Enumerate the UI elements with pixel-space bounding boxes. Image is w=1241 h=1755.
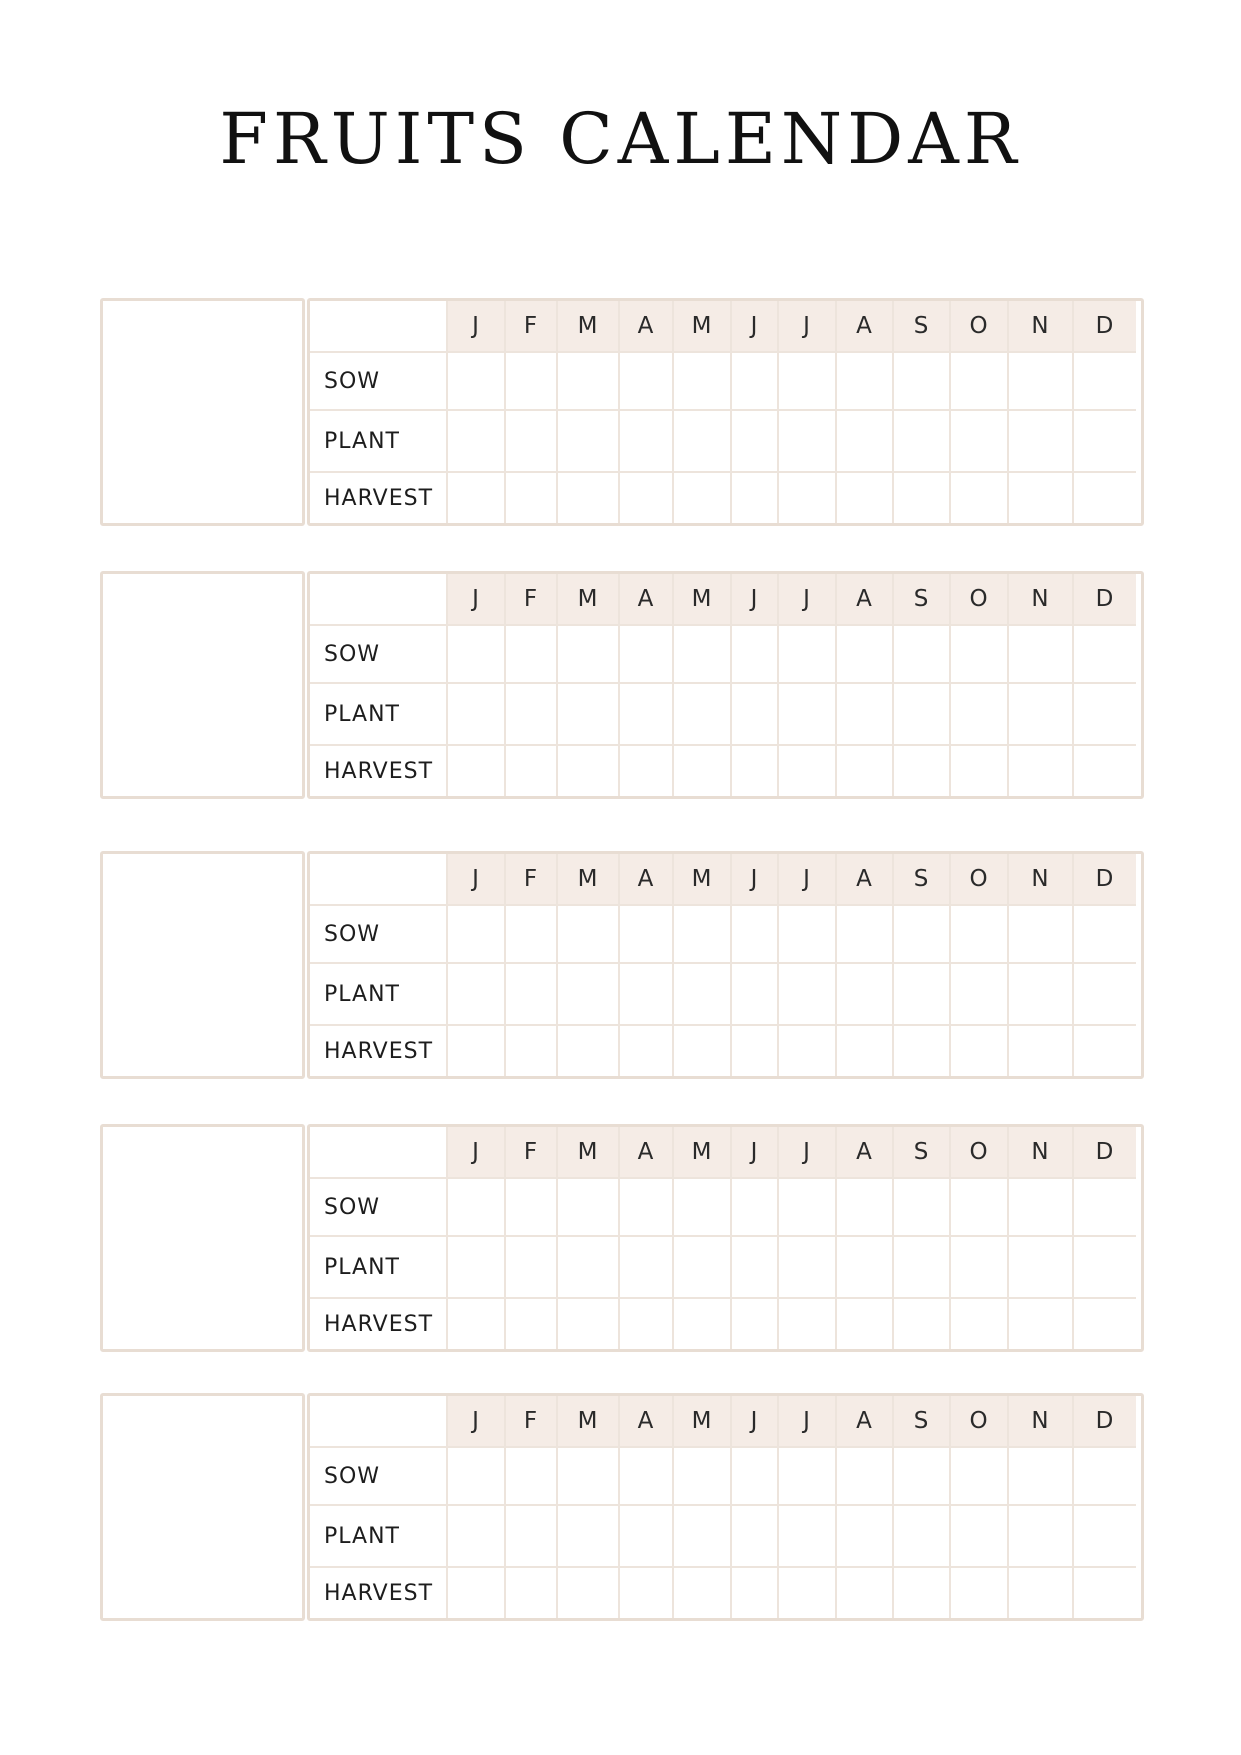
row-label: SOW	[310, 353, 448, 411]
month-header: D	[1074, 854, 1136, 906]
month-slot[interactable]	[620, 964, 674, 1026]
month-slot[interactable]	[620, 411, 674, 473]
month-slot[interactable]	[951, 1506, 1009, 1568]
grid-corner	[310, 301, 448, 353]
month-header: D	[1074, 1396, 1136, 1448]
month-slot[interactable]	[837, 964, 894, 1026]
month-slot[interactable]	[837, 473, 894, 523]
month-slot[interactable]	[951, 964, 1009, 1026]
month-slot[interactable]	[732, 1568, 779, 1618]
month-slot[interactable]	[506, 1568, 558, 1618]
row-label: PLANT	[310, 964, 448, 1026]
month-slot[interactable]	[448, 473, 506, 523]
month-slot[interactable]	[558, 906, 620, 964]
month-slot[interactable]	[620, 1568, 674, 1618]
month-slot[interactable]	[894, 684, 951, 746]
month-slot[interactable]	[837, 1026, 894, 1076]
month-slot[interactable]	[951, 353, 1009, 411]
month-header: J	[779, 1127, 837, 1179]
month-slot[interactable]	[732, 1026, 779, 1076]
month-header: J	[732, 1127, 779, 1179]
month-slot[interactable]	[558, 473, 620, 523]
month-slot[interactable]	[951, 1299, 1009, 1349]
row-label: HARVEST	[310, 1299, 448, 1349]
month-slot[interactable]	[837, 626, 894, 684]
row-label: SOW	[310, 906, 448, 964]
month-header: O	[951, 301, 1009, 353]
month-header: F	[506, 301, 558, 353]
month-header: F	[506, 854, 558, 906]
month-header: F	[506, 574, 558, 626]
month-slot[interactable]	[674, 964, 732, 1026]
row-label: PLANT	[310, 1506, 448, 1568]
month-header: M	[674, 854, 732, 906]
month-slot[interactable]	[674, 411, 732, 473]
month-header: A	[837, 854, 894, 906]
month-slot[interactable]	[837, 1237, 894, 1299]
month-slot[interactable]	[951, 1179, 1009, 1237]
row-label: SOW	[310, 1179, 448, 1237]
month-header: S	[894, 574, 951, 626]
month-slot[interactable]	[1009, 746, 1074, 796]
month-grid	[307, 1124, 1144, 1352]
month-slot[interactable]	[1009, 626, 1074, 684]
month-slot[interactable]	[448, 746, 506, 796]
row-label: PLANT	[310, 411, 448, 473]
month-slot[interactable]	[620, 473, 674, 523]
month-slot[interactable]	[1074, 473, 1136, 523]
month-slot[interactable]	[1009, 964, 1074, 1026]
grid-corner	[310, 854, 448, 906]
fruit-block	[100, 851, 1144, 1079]
month-slot[interactable]	[448, 1568, 506, 1618]
month-slot[interactable]	[506, 1448, 558, 1506]
month-header: M	[558, 574, 620, 626]
month-grid	[307, 571, 1144, 799]
month-slot[interactable]	[779, 411, 837, 473]
month-slot[interactable]	[620, 1237, 674, 1299]
month-header: A	[620, 1127, 674, 1179]
month-header: J	[732, 1396, 779, 1448]
month-header: J	[448, 301, 506, 353]
month-slot[interactable]	[779, 473, 837, 523]
month-slot[interactable]	[558, 964, 620, 1026]
month-header: A	[837, 574, 894, 626]
month-slot[interactable]	[894, 746, 951, 796]
grid-corner	[310, 1396, 448, 1448]
month-slot[interactable]	[1074, 1299, 1136, 1349]
month-slot[interactable]	[506, 1299, 558, 1349]
month-slot[interactable]	[732, 473, 779, 523]
month-slot[interactable]	[894, 473, 951, 523]
month-slot[interactable]	[732, 964, 779, 1026]
month-slot[interactable]	[894, 1299, 951, 1349]
month-slot[interactable]	[837, 353, 894, 411]
month-header: N	[1009, 854, 1074, 906]
month-header: O	[951, 1127, 1009, 1179]
month-slot[interactable]	[732, 684, 779, 746]
month-slot[interactable]	[506, 353, 558, 411]
month-header: A	[837, 1127, 894, 1179]
month-slot[interactable]	[674, 746, 732, 796]
month-slot[interactable]	[674, 1506, 732, 1568]
month-slot[interactable]	[779, 684, 837, 746]
month-header: J	[732, 301, 779, 353]
month-header: M	[674, 301, 732, 353]
month-slot[interactable]	[620, 626, 674, 684]
month-header: N	[1009, 1127, 1074, 1179]
month-slot[interactable]	[620, 1299, 674, 1349]
month-slot[interactable]	[779, 906, 837, 964]
row-label: HARVEST	[310, 1026, 448, 1076]
month-slot[interactable]	[506, 906, 558, 964]
month-header: N	[1009, 574, 1074, 626]
month-slot[interactable]	[951, 746, 1009, 796]
month-slot[interactable]	[1074, 906, 1136, 964]
month-slot[interactable]	[1009, 1026, 1074, 1076]
month-header: A	[837, 301, 894, 353]
month-slot[interactable]	[732, 746, 779, 796]
month-header: M	[558, 1396, 620, 1448]
month-slot[interactable]	[837, 906, 894, 964]
month-slot[interactable]	[558, 411, 620, 473]
row-label: HARVEST	[310, 1568, 448, 1618]
month-slot[interactable]	[620, 1179, 674, 1237]
month-slot[interactable]	[558, 746, 620, 796]
month-slot[interactable]	[1009, 1568, 1074, 1618]
month-slot[interactable]	[894, 1026, 951, 1076]
fruit-block	[100, 571, 1144, 799]
month-slot[interactable]	[1074, 746, 1136, 796]
month-slot[interactable]	[558, 1237, 620, 1299]
month-slot[interactable]	[732, 411, 779, 473]
month-header: O	[951, 854, 1009, 906]
page-title: FRUITS CALENDAR	[219, 98, 1022, 180]
month-slot[interactable]	[1074, 1237, 1136, 1299]
month-grid	[307, 1393, 1144, 1621]
month-slot[interactable]	[732, 1237, 779, 1299]
month-slot[interactable]	[951, 906, 1009, 964]
month-slot[interactable]	[674, 1026, 732, 1076]
grid-corner	[310, 1127, 448, 1179]
month-header: F	[506, 1396, 558, 1448]
month-slot[interactable]	[448, 411, 506, 473]
month-slot[interactable]	[732, 1448, 779, 1506]
month-slot[interactable]	[951, 1237, 1009, 1299]
month-slot[interactable]	[448, 1448, 506, 1506]
month-header: J	[732, 574, 779, 626]
month-header: A	[837, 1396, 894, 1448]
month-slot[interactable]	[506, 473, 558, 523]
month-slot[interactable]	[1009, 684, 1074, 746]
row-label: SOW	[310, 626, 448, 684]
month-slot[interactable]	[779, 1568, 837, 1618]
month-header: D	[1074, 1127, 1136, 1179]
month-slot[interactable]	[448, 684, 506, 746]
month-slot[interactable]	[674, 1237, 732, 1299]
fruit-block	[100, 1393, 1144, 1621]
month-slot[interactable]	[558, 1179, 620, 1237]
month-slot[interactable]	[951, 626, 1009, 684]
month-slot[interactable]	[894, 1448, 951, 1506]
row-label: HARVEST	[310, 473, 448, 523]
month-slot[interactable]	[732, 353, 779, 411]
month-slot[interactable]	[506, 964, 558, 1026]
month-slot[interactable]	[779, 746, 837, 796]
month-slot[interactable]	[894, 964, 951, 1026]
month-slot[interactable]	[674, 1568, 732, 1618]
month-header: M	[558, 301, 620, 353]
month-slot[interactable]	[558, 1448, 620, 1506]
month-slot[interactable]	[506, 1026, 558, 1076]
month-slot[interactable]	[1009, 1299, 1074, 1349]
month-header: J	[779, 854, 837, 906]
month-slot[interactable]	[779, 1237, 837, 1299]
row-label: PLANT	[310, 1237, 448, 1299]
month-slot[interactable]	[1009, 906, 1074, 964]
month-slot[interactable]	[1009, 1448, 1074, 1506]
month-slot[interactable]	[674, 1179, 732, 1237]
month-slot[interactable]	[1009, 411, 1074, 473]
month-slot[interactable]	[1009, 1506, 1074, 1568]
month-slot[interactable]	[894, 1506, 951, 1568]
month-slot[interactable]	[732, 1299, 779, 1349]
month-slot[interactable]	[1074, 1568, 1136, 1618]
month-slot[interactable]	[837, 1299, 894, 1349]
month-slot[interactable]	[506, 1237, 558, 1299]
month-header: S	[894, 1396, 951, 1448]
month-slot[interactable]	[448, 1179, 506, 1237]
month-slot[interactable]	[894, 626, 951, 684]
month-slot[interactable]	[674, 906, 732, 964]
month-header: A	[620, 301, 674, 353]
month-slot[interactable]	[1074, 684, 1136, 746]
month-slot[interactable]	[448, 626, 506, 684]
month-slot[interactable]	[620, 353, 674, 411]
month-header: S	[894, 301, 951, 353]
month-slot[interactable]	[1009, 353, 1074, 411]
month-slot[interactable]	[779, 1506, 837, 1568]
fruit-block	[100, 1124, 1144, 1352]
row-label: PLANT	[310, 684, 448, 746]
month-header: N	[1009, 1396, 1074, 1448]
month-slot[interactable]	[951, 684, 1009, 746]
month-slot[interactable]	[779, 1448, 837, 1506]
month-slot[interactable]	[558, 1506, 620, 1568]
month-slot[interactable]	[837, 1506, 894, 1568]
fruit-name-box[interactable]	[100, 1393, 305, 1621]
month-slot[interactable]	[674, 1299, 732, 1349]
month-slot[interactable]	[558, 1026, 620, 1076]
month-header: J	[779, 574, 837, 626]
month-slot[interactable]	[1074, 626, 1136, 684]
fruit-name-box[interactable]	[100, 851, 305, 1079]
month-slot[interactable]	[1074, 964, 1136, 1026]
month-slot[interactable]	[674, 1448, 732, 1506]
month-header: J	[779, 301, 837, 353]
month-slot[interactable]	[506, 626, 558, 684]
month-slot[interactable]	[894, 906, 951, 964]
month-slot[interactable]	[1074, 1026, 1136, 1076]
month-header: J	[779, 1396, 837, 1448]
month-slot[interactable]	[951, 1448, 1009, 1506]
month-slot[interactable]	[894, 411, 951, 473]
grid-corner	[310, 574, 448, 626]
row-label: SOW	[310, 1448, 448, 1506]
month-slot[interactable]	[779, 1026, 837, 1076]
month-slot[interactable]	[620, 1448, 674, 1506]
month-slot[interactable]	[732, 1179, 779, 1237]
month-header: D	[1074, 301, 1136, 353]
month-slot[interactable]	[448, 1506, 506, 1568]
month-slot[interactable]	[558, 684, 620, 746]
month-slot[interactable]	[674, 684, 732, 746]
month-slot[interactable]	[951, 473, 1009, 523]
month-slot[interactable]	[448, 964, 506, 1026]
month-slot[interactable]	[558, 1568, 620, 1618]
month-slot[interactable]	[1074, 1506, 1136, 1568]
month-header: J	[448, 854, 506, 906]
month-header: M	[674, 574, 732, 626]
month-header: S	[894, 1127, 951, 1179]
month-header: J	[732, 854, 779, 906]
month-slot[interactable]	[951, 411, 1009, 473]
month-slot[interactable]	[837, 411, 894, 473]
month-slot[interactable]	[837, 1179, 894, 1237]
month-header: F	[506, 1127, 558, 1179]
month-slot[interactable]	[448, 1237, 506, 1299]
month-slot[interactable]	[506, 1506, 558, 1568]
fruit-name-box[interactable]	[100, 571, 305, 799]
month-slot[interactable]	[837, 1568, 894, 1618]
month-slot[interactable]	[894, 353, 951, 411]
month-header: M	[674, 1396, 732, 1448]
month-slot[interactable]	[837, 1448, 894, 1506]
month-slot[interactable]	[674, 473, 732, 523]
month-slot[interactable]	[951, 1026, 1009, 1076]
month-slot[interactable]	[1009, 1179, 1074, 1237]
month-header: M	[558, 1127, 620, 1179]
month-slot[interactable]	[837, 746, 894, 796]
month-slot[interactable]	[506, 411, 558, 473]
month-slot[interactable]	[448, 1299, 506, 1349]
month-slot[interactable]	[620, 684, 674, 746]
month-slot[interactable]	[1074, 1179, 1136, 1237]
month-slot[interactable]	[732, 906, 779, 964]
fruit-name-box[interactable]	[100, 1124, 305, 1352]
month-slot[interactable]	[779, 626, 837, 684]
month-header: D	[1074, 574, 1136, 626]
month-slot[interactable]	[1009, 473, 1074, 523]
month-header: N	[1009, 301, 1074, 353]
month-slot[interactable]	[448, 906, 506, 964]
month-slot[interactable]	[1074, 411, 1136, 473]
month-slot[interactable]	[620, 1026, 674, 1076]
month-slot[interactable]	[732, 626, 779, 684]
month-slot[interactable]	[620, 906, 674, 964]
month-slot[interactable]	[779, 964, 837, 1026]
month-slot[interactable]	[894, 1179, 951, 1237]
month-header: J	[448, 1396, 506, 1448]
month-slot[interactable]	[620, 746, 674, 796]
fruit-name-box[interactable]	[100, 298, 305, 526]
month-slot[interactable]	[558, 1299, 620, 1349]
month-slot[interactable]	[674, 626, 732, 684]
month-slot[interactable]	[837, 684, 894, 746]
month-slot[interactable]	[620, 1506, 674, 1568]
month-slot[interactable]	[558, 353, 620, 411]
month-slot[interactable]	[1009, 1237, 1074, 1299]
month-grid	[307, 298, 1144, 526]
month-header: O	[951, 574, 1009, 626]
month-slot[interactable]	[506, 746, 558, 796]
month-grid	[307, 851, 1144, 1079]
month-slot[interactable]	[951, 1568, 1009, 1618]
month-header: A	[620, 854, 674, 906]
month-slot[interactable]	[448, 1026, 506, 1076]
fruit-block	[100, 298, 1144, 526]
month-slot[interactable]	[558, 626, 620, 684]
month-slot[interactable]	[779, 353, 837, 411]
month-header: A	[620, 574, 674, 626]
month-header: A	[620, 1396, 674, 1448]
month-header: O	[951, 1396, 1009, 1448]
month-header: M	[558, 854, 620, 906]
month-slot[interactable]	[448, 353, 506, 411]
month-slot[interactable]	[779, 1179, 837, 1237]
month-header: M	[674, 1127, 732, 1179]
month-slot[interactable]	[1074, 1448, 1136, 1506]
month-slot[interactable]	[894, 1568, 951, 1618]
month-header: J	[448, 574, 506, 626]
month-slot[interactable]	[894, 1237, 951, 1299]
month-slot[interactable]	[674, 353, 732, 411]
month-header: S	[894, 854, 951, 906]
month-slot[interactable]	[779, 1299, 837, 1349]
month-slot[interactable]	[506, 684, 558, 746]
month-slot[interactable]	[506, 1179, 558, 1237]
month-slot[interactable]	[732, 1506, 779, 1568]
month-slot[interactable]	[1074, 353, 1136, 411]
row-label: HARVEST	[310, 746, 448, 796]
month-header: J	[448, 1127, 506, 1179]
